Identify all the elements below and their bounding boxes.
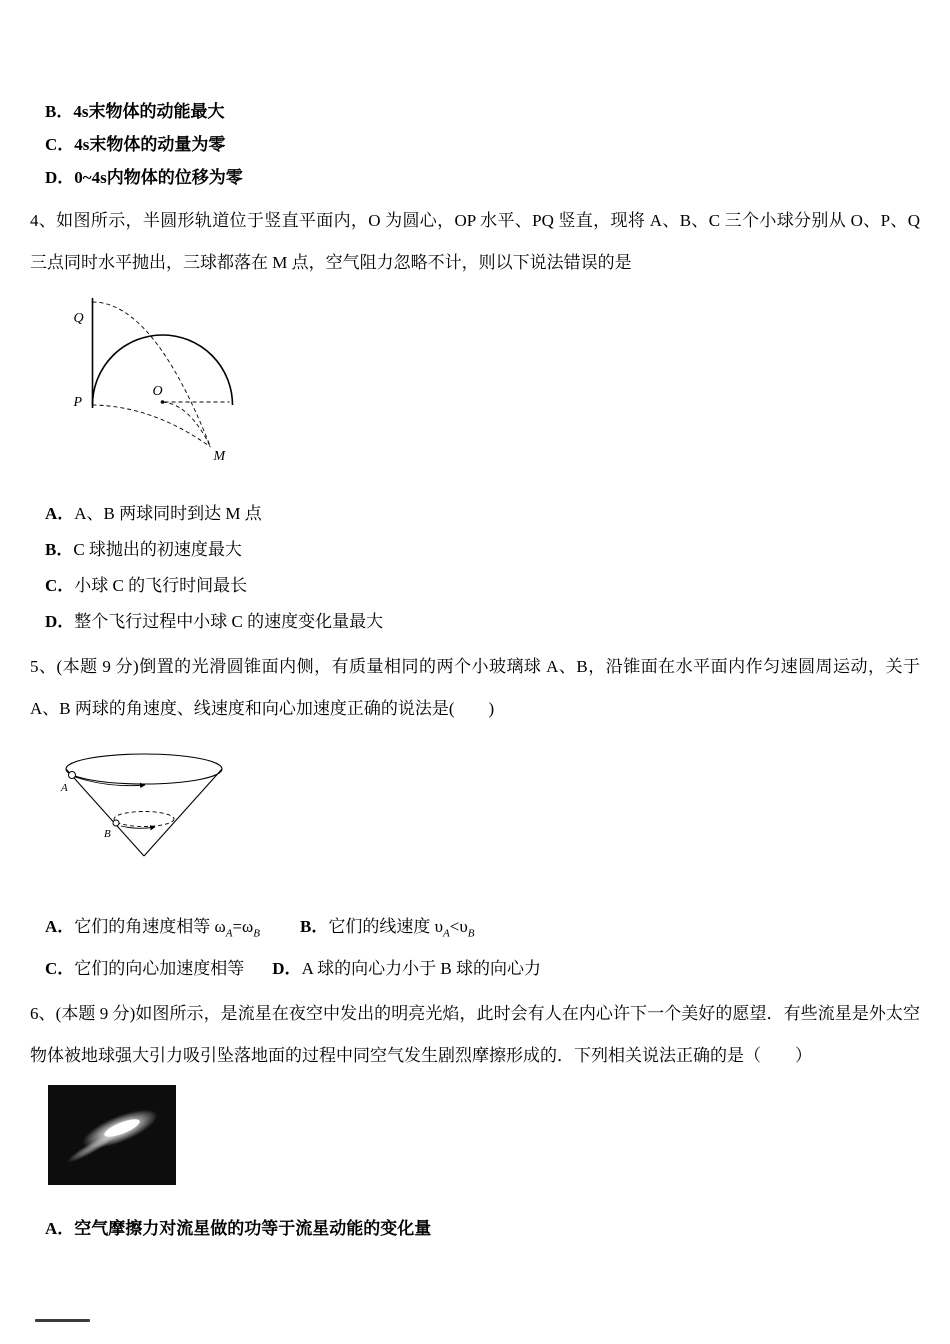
option-label: A． bbox=[45, 504, 75, 523]
q5-option-c bbox=[45, 951, 244, 987]
option-text: =ω bbox=[232, 917, 254, 936]
option-text: 它们的角速度相等 ω bbox=[74, 917, 226, 936]
q6-stem: 6、(本题 9 分)如图所示，是流星在夜空中发出的明亮光焰，此时会有人在内心许下一个美好的愿望．有些流星是外太空物体被地球强大引力吸引坠落地面的过程中同空气发生剧烈摩擦形成的．下列相关说法正确的是（ ） bbox=[30, 1004, 920, 1066]
q3-option-b bbox=[30, 95, 920, 128]
cone-outline bbox=[66, 754, 222, 856]
label-p: P bbox=[73, 395, 83, 410]
option-text: C 球抛出的初速度最大 bbox=[73, 540, 242, 559]
trajectory-from-p bbox=[93, 405, 211, 447]
option-label: A． bbox=[45, 917, 75, 936]
option-text: A 球的向心力小于 B 球的向心力 bbox=[301, 959, 541, 979]
subscript-a: A bbox=[443, 927, 450, 940]
ball-a bbox=[69, 772, 76, 779]
q4-option-d bbox=[30, 604, 920, 640]
cone-rim-ellipse bbox=[66, 754, 222, 784]
center-o-dot bbox=[161, 400, 165, 404]
q5-stem: 5、(本题 9 分)倒置的光滑圆锥面内侧，有质量相同的两个小玻璃球 A、B，沿锥面在水平面内作匀速圆周运动，关于 A、B 两球的角速度、线速度和向心加速度正确的说法是( ) bbox=[30, 657, 920, 718]
option-text: <υ bbox=[449, 917, 468, 936]
option-text: 4s末物体的动量为零 bbox=[74, 135, 226, 154]
trajectory-from-q bbox=[93, 302, 211, 447]
option-label: D． bbox=[45, 612, 75, 631]
label-q: Q bbox=[73, 311, 84, 326]
label-a: A bbox=[61, 782, 68, 794]
option-text: 整个飞行过程中小球 C 的速度变化量最大 bbox=[74, 612, 384, 631]
q6-figure-meteor-photo bbox=[48, 1085, 176, 1185]
q4-figure-semicircle-track bbox=[65, 290, 270, 480]
stray-mark bbox=[35, 1319, 90, 1322]
ball-b bbox=[113, 820, 119, 826]
q5-options-row-2 bbox=[30, 951, 920, 987]
q3-option-c bbox=[30, 128, 920, 161]
q5-option-d bbox=[272, 951, 541, 987]
option-label: C． bbox=[45, 576, 75, 595]
option-label: D． bbox=[272, 959, 302, 979]
option-label: D． bbox=[45, 168, 75, 187]
q4-option-c bbox=[30, 568, 920, 604]
option-label: B． bbox=[45, 540, 74, 559]
q4-option-b bbox=[30, 532, 920, 568]
q3-option-d bbox=[30, 161, 920, 194]
trajectory-from-o bbox=[163, 402, 211, 447]
inner-circle-path bbox=[114, 812, 174, 827]
option-label: B． bbox=[45, 102, 74, 121]
option-label: B． bbox=[299, 917, 329, 936]
label-o: O bbox=[152, 384, 163, 399]
option-label: C． bbox=[45, 135, 75, 154]
q4-stem: 4、如图所示，半圆形轨道位于竖直平面内，O 为圆心，OP 水平、PQ 竖直，现将 A、B、C 三个小球分别从 O、P、Q 三点同时水平抛出，三球都落在 M 点，空气阻力忽略不计，则以下说法错误的是 bbox=[30, 211, 920, 272]
option-label: A． bbox=[45, 1219, 75, 1239]
q5-options-row-1 bbox=[30, 909, 920, 951]
option-text: 空气摩擦力对流星做的功等于流星动能的变化量 bbox=[74, 1219, 432, 1239]
q4-option-a bbox=[30, 496, 920, 532]
track-lines bbox=[93, 298, 233, 447]
q5-figure-cone bbox=[55, 744, 233, 869]
option-text: 它们的向心加速度相等 bbox=[74, 959, 245, 979]
option-text: 它们的线速度 υ bbox=[328, 917, 443, 936]
option-text: A、B 两球同时到达 M 点 bbox=[74, 504, 262, 523]
label-m: M bbox=[213, 449, 226, 464]
option-text: 小球 C 的飞行时间最长 bbox=[74, 576, 248, 595]
label-b: B bbox=[104, 828, 111, 840]
q6-option-a bbox=[30, 1211, 920, 1247]
q5-option-b bbox=[300, 909, 475, 951]
q5-option-a bbox=[45, 909, 260, 951]
subscript-b: B bbox=[467, 927, 475, 940]
subscript-b: B bbox=[253, 927, 260, 940]
subscript-a: A bbox=[225, 927, 233, 940]
option-label: C． bbox=[45, 959, 75, 979]
option-text: 4s末物体的动能最大 bbox=[73, 102, 225, 121]
option-text: 0~4s内物体的位移为零 bbox=[74, 168, 243, 187]
